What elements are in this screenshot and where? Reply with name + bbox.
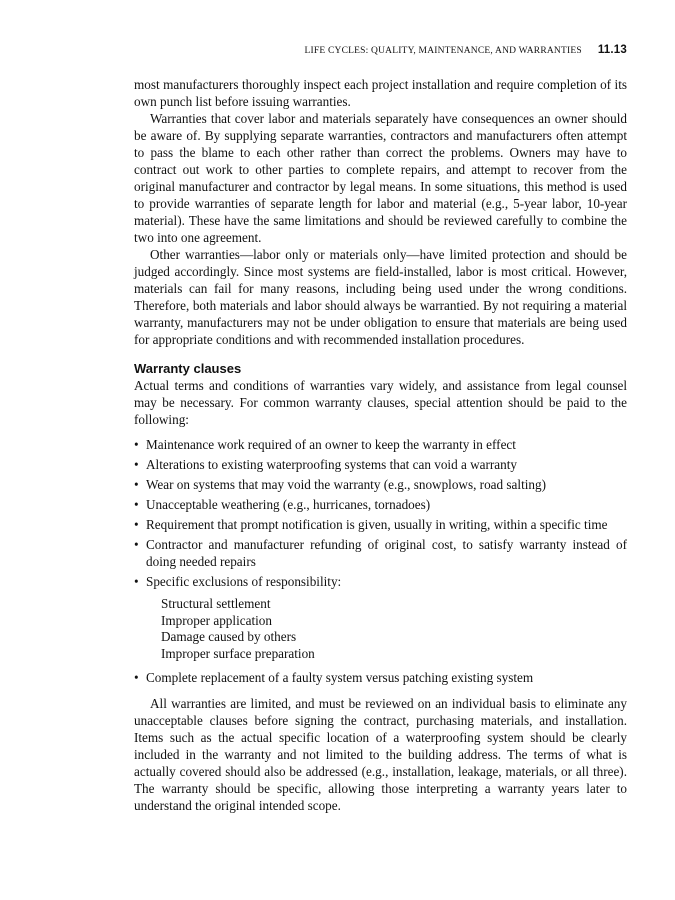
list-item-text: Maintenance work required of an owner to keep the warranty in effect xyxy=(146,437,516,452)
list-item-text: Complete replacement of a faulty system versus patching existing system xyxy=(146,670,534,685)
list-item xyxy=(134,573,627,662)
exclusion-item: Damage caused by others xyxy=(161,629,297,644)
list-item xyxy=(134,476,627,493)
list-item xyxy=(134,536,627,570)
list-item xyxy=(134,456,627,473)
list-item-text: Unacceptable weathering (e.g., hurricanes, tornadoes) xyxy=(146,497,431,512)
list-item xyxy=(134,496,627,513)
list-item xyxy=(134,669,627,686)
bullet-icon: • xyxy=(134,537,139,552)
bullet-icon: • xyxy=(134,517,139,532)
bullet-icon: • xyxy=(134,670,139,685)
bullet-icon: • xyxy=(134,477,139,492)
list-item-text: Alterations to existing waterproofing systems that can void a warranty xyxy=(146,457,517,472)
paragraph-continued: most manufacturers thoroughly inspect each project installation and require completion of its own punch list before issuing warranties. xyxy=(134,77,627,109)
bullet-icon: • xyxy=(134,574,139,589)
paragraph-other-warranties: Other warranties—labor only or materials only—have limited protection and should be judged accordingly. Since most systems are field-installed, labor is most critical. However, materials can fail for many reasons, including being used under the wrong conditions. Therefore, both materials and labor should always be warrantied. By not requiring a material warranty, manufacturers may not be under obligation to ensure that materials are being used for appropriate conditions and with recommended installation procedures. xyxy=(134,247,627,347)
bullet-icon: • xyxy=(134,497,139,512)
list-item-text: Wear on systems that may void the warranty (e.g., snowplows, road salting) xyxy=(146,477,546,492)
section-heading: Warranty clauses xyxy=(134,361,242,376)
exclusion-item: Improper application xyxy=(161,612,272,628)
list-item xyxy=(134,516,627,533)
exclusions-list xyxy=(161,596,627,662)
bullet-icon: • xyxy=(134,437,139,452)
list-item-text: Requirement that prompt notification is given, usually in writing, within a specific time xyxy=(146,517,608,532)
warranty-clause-list xyxy=(134,436,627,686)
paragraph-closing: All warranties are limited, and must be reviewed on an individual basis to eliminate any unacceptable clauses before signing the contract, purchasing materials, and installation. Items such as the actual specific location of a waterproofing system should be clearly included in the warranty and not limited to the building address. The terms of what is actually covered should also be addressed (e.g., installation, leakage, materials, or all three). The warranty should be specific, allowing those interpreting a warranty years later to understand the original intended scope. xyxy=(134,696,627,813)
list-item-text: Contractor and manufacturer refunding of original cost, to satisfy warranty instead of doing needed repairs xyxy=(146,537,627,569)
exclusion-item: Improper surface preparation xyxy=(161,645,315,661)
exclusion-item: Structural settlement xyxy=(161,596,271,611)
list-item-text: Specific exclusions of responsibility: xyxy=(146,574,342,589)
page-number: 11.13 xyxy=(597,44,627,56)
body-text xyxy=(134,76,627,814)
running-title: LIFE CYCLES: QUALITY, MAINTENANCE, AND WARRANTIES xyxy=(304,46,582,56)
paragraph-separate-warranties: Warranties that cover labor and materials separately have consequences an owner should be aware of. By supplying separate warranties, contractors and manufacturers often attempt to pass the blame to each other rather than correct the problems. Owners may have to contract out work to other parties to complete repairs, and attempt to recover from the original manufacturer and contractor by legal means. In some situations, this method is used to provide warranties of separate length for labor and material (e.g., 5-year labor, 10-year material). These have the same limitations and should be reviewed carefully to combine the two into one agreement. xyxy=(134,111,627,245)
bullet-icon: • xyxy=(134,457,139,472)
running-header xyxy=(134,44,627,56)
section-intro: Actual terms and conditions of warranties vary widely, and assistance from legal counsel may be necessary. For common warranty clauses, special attention should be paid to the following: xyxy=(134,378,627,427)
list-item xyxy=(134,436,627,453)
